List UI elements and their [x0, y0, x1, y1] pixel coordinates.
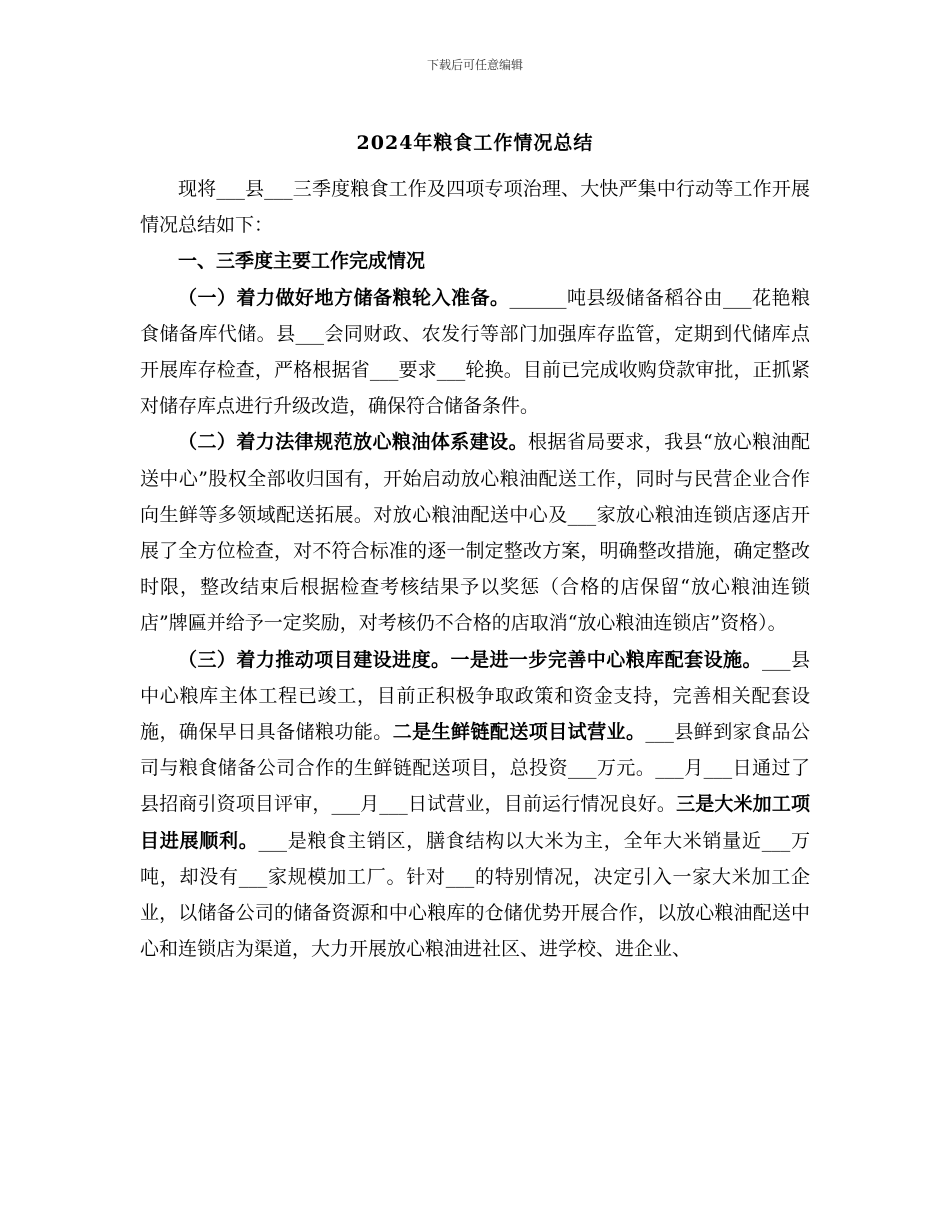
item-2-heading: （二）着力法律规范放心粮油体系建设。	[178, 431, 529, 454]
item-3-sub3-heading: 三是大米加工项目进展顺利。	[140, 793, 810, 852]
paragraph-item-2	[140, 424, 810, 641]
item-3-sub1-text: ___县中心粮库主体工程已竣工，目前正积极争取政策和资金支持，完善相关配套设施，确保早日具备储粮功能。	[140, 648, 810, 744]
item-3-sub2-text: ___县鲜到家食品公司与粮食储备公司合作的生鲜链配送项目，总投资___万元。___月___日通过了县招商引资项目评审，___月___日试营业，目前运行情况良好。	[140, 721, 810, 816]
item-1-heading: （一）着力做好地方储备粮轮入准备。	[178, 286, 510, 309]
document-title: 2024年粮食工作情况总结	[356, 132, 594, 154]
item-2-text: 根据省局要求，我县“放心粮油配送中心”股权全部收归国有，开始启动放心粮油配送工作，同时与民营企业合作向生鲜等多领域配送拓展。对放心粮油配送中心及___家放心粮油连锁店逐店开展了全方位检查，对不符合标准的逐一制定整改方案，明确整改措施，确定整改时限，整改结束后根据检查考核结果予以奖惩（合格的店保留“放心粮油连锁店”牌匾并给予一定奖励，对考核仍不合格的店取消“放心粮油连锁店”资格）。	[140, 431, 810, 635]
item-1-text: ______吨县级储备稻谷由___花艳粮食储备库代储。县___会同财政、农发行等部门加强库存监管，定期到代储库点开展库存检查，严格根据省___要求___轮换。目前已完成收购贷款审批，正抓紧对储存库点进行升级改造，确保符合储备条件。	[140, 286, 810, 418]
paragraph-item-3	[140, 642, 810, 968]
paragraph-item-1	[140, 280, 810, 425]
header-note: 下载后可任意编辑	[426, 58, 523, 72]
item-3-heading: （三）着力推动项目建设进度。	[178, 648, 451, 671]
item-3-sub2-heading: 二是生鲜链配送项目试营业。	[392, 721, 646, 744]
document-body	[140, 171, 810, 967]
intro-paragraph: 现将___县___三季度粮食工作及四项专项治理、大快严集中行动等工作开展情况总结如下：	[140, 178, 810, 237]
section-heading: 一、三季度主要工作完成情况	[178, 250, 426, 273]
item-3-sub3-text: ___是粮食主销区，膳食结构以大米为主，全年大米销量近___万吨，却没有___家规模加工厂。针对___的特别情况，决定引入一家大米加工企业，以储备公司的储备资源和中心粮库的仓储优势开展合作，以放心粮油配送中心和连锁店为渠道，大力开展放心粮油进社区、进学校、进企业、	[140, 829, 810, 961]
item-3-sub1-heading: 一是进一步完善中心粮库配套设施。	[450, 648, 762, 671]
